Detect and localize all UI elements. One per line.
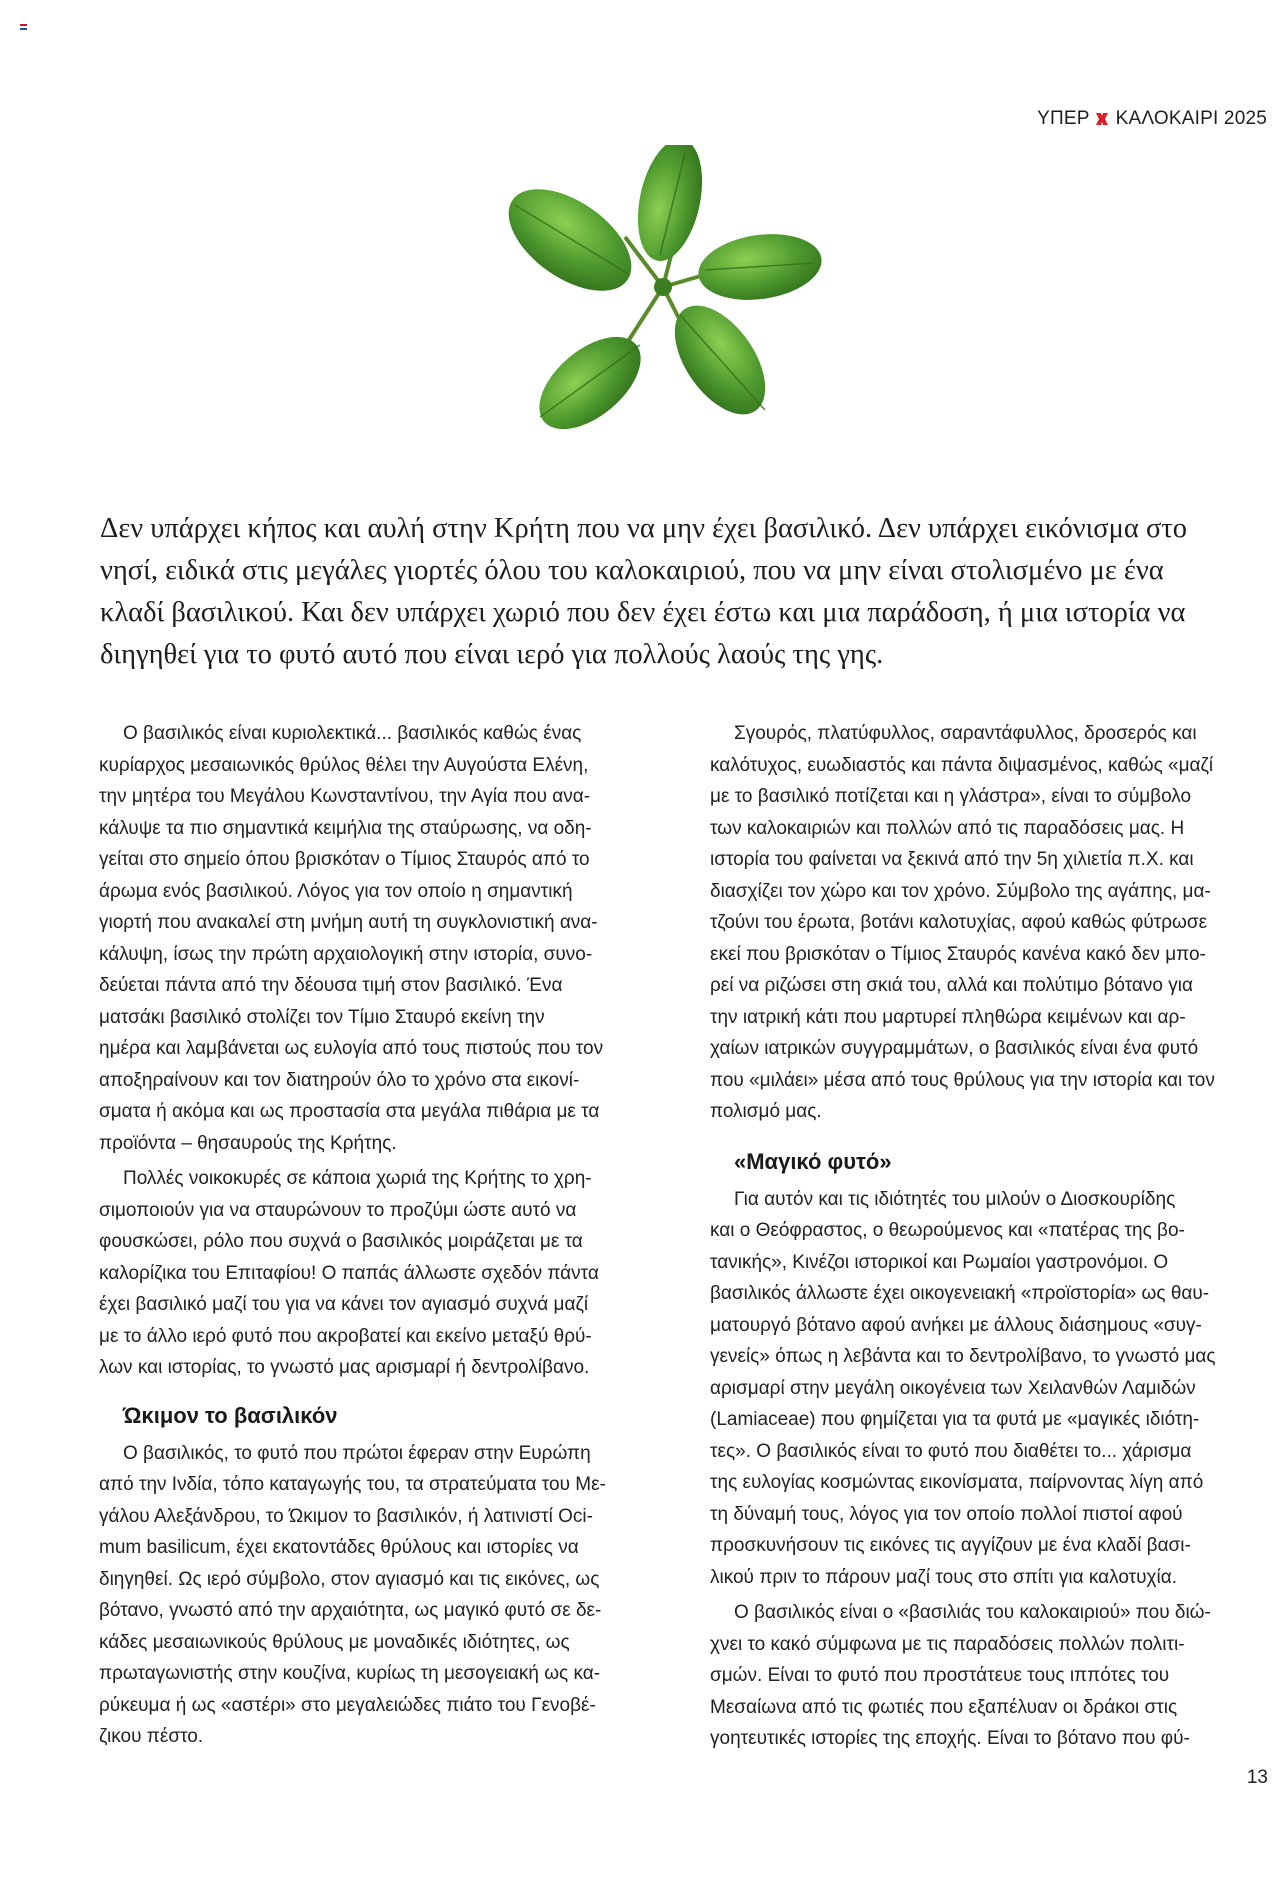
page-number: 13 [1246,1767,1268,1788]
left-paragraph-1 [99,718,663,1159]
text-line: των καλοκαιριών και πολλών από τις παραδόσεις μας. Η [710,817,1185,839]
text-line: προσκυνήσουν τις εικόνες τις αγγίζουν με ένα κλαδί βασι- [710,1535,1191,1556]
lead-paragraph [100,508,1272,676]
text-line: χνει το κακό σύμφωνα με τις παραδόσεις πολλών πολιτι- [710,1633,1185,1655]
magazine-header [1037,108,1267,130]
text-line: κυρίαρχος μεσαιωνικός θρύλος θέλει την Αυγούστα Ελένη, [99,754,589,776]
text-line: Πολλές νοικοκυρές σε κάποια χωριά της Κρήτης το χρη- [123,1168,592,1189]
text-line: γιορτή που ανακαλεί στη μνήμη αυτή τη συγκλονιστική ανα- [99,912,598,933]
left-column [99,718,663,1753]
text-line: έχει βασιλικό μαζί του για να κάνει τον αγιασμό συχνά μαζί [99,1294,589,1315]
text-line: βασιλικός άλλωστε έχει οικογενειακή «προϊστορία» ως θαυ- [710,1283,1210,1304]
magazine-logo-icon [1094,111,1110,127]
text-line: κάλυψη, ίσως την πρώτη αρχαιολογική στην ιστορία, συνο- [99,943,593,965]
text-line: με το βασιλικό ποτίζεται και η γλάστρα», είναι το σύμβολο [710,786,1192,807]
text-line: λων και ιστορίας, το γνωστό μας αρισμαρί ή δεντρολίβανο. [99,1357,590,1378]
text-line: σιμοποιούν για να σταυρώνουν το προζύμι ώστε αυτό να [99,1199,577,1221]
text-line: (Lamiaceae) που φημίζεται για τα φυτά με «μαγικές ιδιότη- [710,1409,1200,1430]
text-line: φουσκώσει, ρόλο που συχνά ο βασιλικός μοιράζεται με τα [99,1231,583,1252]
right-paragraph-2 [710,1184,1274,1594]
right-paragraph-1 [710,718,1274,1128]
right-paragraph-3 [710,1597,1274,1755]
text-line: ημέρα και λαμβάνεται ως ευλογία από τους πιστούς που τον [99,1038,604,1059]
header-issue: ΚΑΛΟΚΑΙΡΙ 2025 [1115,108,1267,129]
text-line: δεύεται πάντα από την δέουσα τιμή στον βασιλικό. Ένα [99,975,563,996]
text-line: αποξηραίνουν και τον διατηρούν όλο το χρόνο στα εικονί- [99,1069,580,1091]
text-line: γείται στο σημείο όπου βρισκόταν ο Τίμιος Σταυρός από το [99,849,590,870]
text-line: κάλυψε τα πιο σημαντικά κειμήλια της σταύρωσης, να οδη- [99,817,592,839]
lead-line: διηγηθεί για το φυτό αυτό που είναι ιερό για πολλούς λαούς της γης. [100,639,884,670]
text-line: τες». Ο βασιλικός είναι το φυτό που διαθέτει το... χάρισμα [710,1440,1192,1462]
text-line: με το άλλο ιερό φυτό που ακροβατεί και εκείνο μεταξύ θρύ- [99,1325,592,1347]
lead-line: Δεν υπάρχει κήπος και αυλή στην Κρήτη που να μην έχει βασιλικό. Δεν υπάρχει εικόνισμα στο [100,513,1188,544]
right-column [710,718,1274,1755]
text-line: καλότυχος, ευωδιαστός και πάντα διψασμένος, καθώς «μαζί [710,754,1214,776]
text-line: τανικής», Κινέζοι ιστορικοί και Ρωμαίοι γαστρονόμοι. Ο [710,1251,1169,1273]
text-line: πρωταγωνιστής στην κουζίνα, κυρίως τη μεσογειακή ως κα- [99,1663,601,1684]
text-line: ρύκευμα ή ως «αστέρι» στο μεγαλειώδες πιάτο του Γενοβέ- [99,1694,596,1716]
text-line: ματουργό βότανο αφού ανήκει με άλλους διάσημους «συγ- [710,1314,1202,1336]
text-line: Ο βασιλικός είναι ο «βασιλιάς του καλοκαιριού» που διώ- [734,1602,1211,1623]
section-heading: «Μαγικό φυτό» [734,1148,892,1174]
text-line: πολισμό μας. [710,1101,822,1122]
text-line: Ο βασιλικός είναι κυριολεκτικά... βασιλικός καθώς ένας [123,723,582,744]
text-line: από την Ινδία, τόπο καταγωγής του, τα στρατεύματα του Με- [99,1474,606,1495]
text-line: τζούνι του έρωτα, βοτάνι καλοτυχίας, αφού καθώς φύτρωσε [710,912,1208,933]
text-line: τη δύναμή τους, λόγος για τον οποίο πολλοί πιστοί αφού [710,1503,1183,1525]
text-line: Για αυτόν και τις ιδιότητές του μιλούν ο Διοσκουρίδης [734,1188,1176,1210]
text-line: την ιατρική κάτι που μαρτυρεί πληθώρα κειμένων και αρ- [710,1006,1186,1028]
text-line: αρισμαρί στην μεγάλη οικογένεια των Χειλανθών Λαμιδών [710,1377,1196,1399]
corner-color-mark [20,24,27,32]
text-line: διασχίζει τον χώρο και τον χρόνο. Σύμβολο της αγάπης, μα- [710,880,1211,902]
left-paragraph-2 [99,1163,663,1384]
text-line: την μητέρα του Μεγάλου Κωνσταντίνου, την Αγία που ανα- [99,786,591,807]
text-line: βότανο, γνωστό από την αρχαιότητα, ως μαγικό φυτό σε δε- [99,1600,602,1621]
text-line: mum basilicum, έχει εκατοντάδες θρύλους και ιστορίες να [99,1537,579,1558]
text-line: γάλου Αλεξάνδρου, το Ώκιμον το βασιλικόν, ή λατινιστί Oci- [99,1505,593,1527]
text-line: διηγηθεί. Ως ιερό σύμβολο, στον αγιασμό και τις εικόνες, ως [99,1568,600,1590]
text-line: σμών. Είναι το φυτό που προστάτευε τους ιππότες του [710,1665,1170,1686]
left-paragraph-3 [99,1438,663,1753]
text-line: άρωμα ενός βασιλικού. Λόγος για τον οποίο η σημαντική [99,880,573,902]
text-line: ματσάκι βασιλικό στολίζει τον Τίμιο Σταυρό εκείνη την [99,1006,545,1028]
text-line: Μεσαίωνα από τις φωτιές που εξαπέλυαν οι δράκοι στις [710,1696,1178,1718]
lead-line: νησί, ειδικά στις μεγάλες γιορτές όλου του καλοκαιριού, που να μην είναι στολισμένο με ένα [100,555,1164,586]
text-line: που «μιλάει» μέσα από τους θρύλους για την ιστορία και τον [710,1069,1215,1091]
text-line: σματα ή ακόμα και ως προστασία στα μεγάλα πιθάρια με τα [99,1101,600,1122]
lead-line: κλαδί βασιλικού. Και δεν υπάρχει χωριό που δεν έχει έστω και μια παράδοση, ή μια ιστορία να [100,597,1186,628]
text-line: της ευλογίας κοσμώντας εικονίσματα, παίρνοντας λίγη από [710,1472,1204,1493]
text-line: γενείς» όπως η λεβάντα και το δεντρολίβανο, το γνωστό μας [710,1346,1216,1367]
text-line: λικού πριν το πάρουν μαζί τους στο σπίτι για καλοτυχία. [710,1566,1178,1588]
text-line: εκεί που βρισκόταν ο Τίμιος Σταυρός κανένα κακό δεν μπο- [710,943,1206,965]
text-line: ιστορία του φαίνεται να ξεκινά από την 5η χιλιετία π.Χ. και [710,849,1194,870]
text-line: προϊόντα – θησαυρούς της Κρήτης. [99,1132,397,1154]
text-line: κάδες μεσαιωνικούς θρύλους με μοναδικές ιδιότητες, ως [99,1631,570,1653]
text-line: ζικου πέστο. [99,1726,204,1747]
text-line: γοητευτικές ιστορίες της εποχής. Είναι το βότανο που φύ- [710,1728,1190,1749]
text-line: ρεί να ριζώσει στη σκιά του, αλλά και πολύτιμο βότανο για [710,975,1193,996]
text-line: Σγουρός, πλατύφυλλος, σαραντάφυλλος, δροσερός και [734,723,1197,744]
header-brand: ΥΠΕΡ [1037,108,1090,129]
text-line: χαίων ιατρικών συγγραμμάτων, ο βασιλικός είναι ένα φυτό [710,1038,1199,1059]
basil-leaves-icon [495,145,825,430]
text-line: καλορίζικα του Επιταφίου! Ο παπάς άλλωστε σχεδόν πάντα [99,1262,599,1284]
text-line: Ο βασιλικός, το φυτό που πρώτοι έφεραν στην Ευρώπη [123,1442,591,1464]
text-line: και ο Θεόφραστος, ο θεωρούμενος και «πατέρας της βο- [710,1220,1185,1241]
section-heading: Ώκιμον το βασιλικόν [123,1402,338,1428]
